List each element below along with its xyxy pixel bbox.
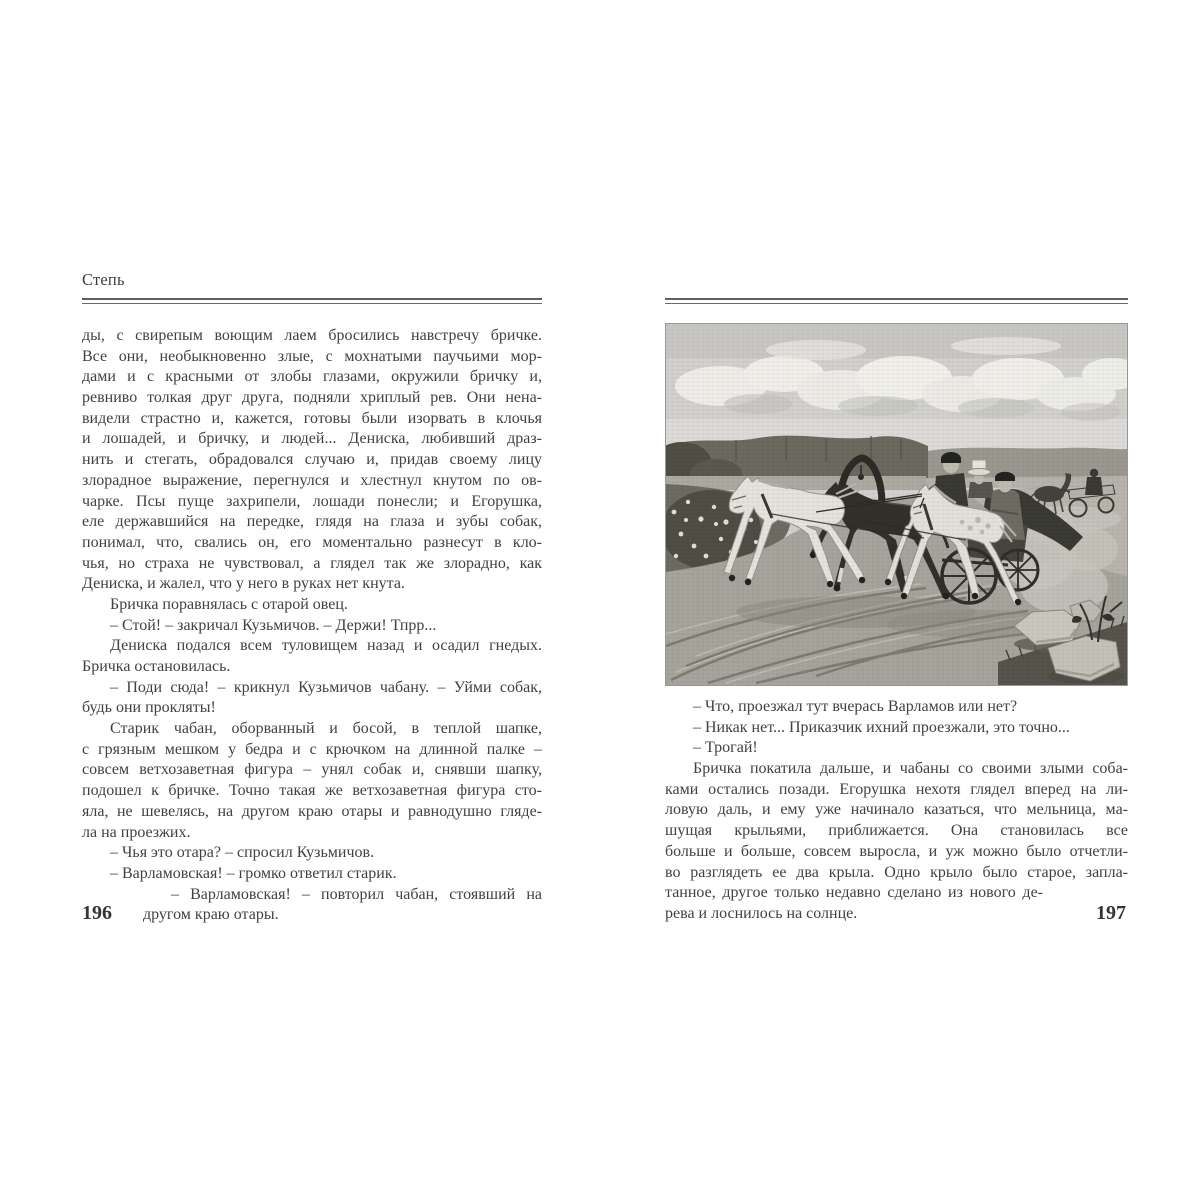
text-line: – Трогай! — [693, 739, 758, 757]
running-header: Степь — [82, 270, 125, 289]
text-line: другом краю отары. — [143, 906, 279, 924]
text-line: – Поди сюда! – крикнул Кузьмичов чабану. – Уйми собак, — [110, 678, 542, 696]
text-line: нить и стегать, обрадовался случаю и, придав своему лицу — [82, 451, 542, 469]
text-line: будь они прокляты! — [82, 699, 216, 717]
text-line: еле державшийся на передке, глядя на глаза и зубы собак, — [82, 513, 542, 531]
text-line: – Варламовская! – громко ответил старик. — [110, 864, 397, 882]
text-line: Все они, необыкновенно злые, с мохнатыми паучьими мор- — [82, 347, 542, 365]
illustration-engraving — [665, 323, 1128, 686]
text-line: чарке. Псы пуще захрипели, лошади понесли; и Егорушка, — [82, 492, 542, 510]
text-line: и лошадей, и бричку, и людей... Дениска, любивший драз- — [82, 430, 542, 448]
page-number-left: 196 — [82, 902, 112, 924]
right-page-text — [665, 697, 1128, 925]
header-rule-left — [82, 298, 542, 304]
text-line: Дениска, и жалел, что у него в руках нет кнута. — [82, 575, 405, 593]
left-page-text — [82, 326, 542, 926]
text-line: видели страстно и, кажется, готовы были изорвать в клочья — [82, 409, 542, 427]
text-line: ды, с свирепым воющим лаем бросились навстречу бричке. — [82, 327, 542, 344]
text-line: танное, другое только недавно сделано из нового де- — [665, 884, 1043, 902]
text-line: больше и больше, совсем выросла, и уж можно было отчетли- — [665, 842, 1128, 860]
text-line: ками остались позади. Егорушка нехотя глядел вперед на ли- — [665, 780, 1128, 798]
text-line: шущая крыльями, приближается. Она становилась все — [665, 822, 1128, 840]
text-line: понимал, что, свались он, его моментально разнесут в кло- — [82, 533, 542, 551]
text-line: с грязным мешком у бедра и с крючком на длинной палке – — [82, 740, 542, 758]
text-line: ревниво толкая друг друга, подняли хриплый рев. Они нена- — [82, 389, 542, 407]
text-line: – Стой! – закричал Кузьмичов. – Держи! Тпрр... — [110, 616, 437, 634]
text-line: злорадное выражение, перегнулся и хлестнул кнутом по ов- — [82, 471, 542, 489]
text-line: во разглядеть ее два крыла. Одно крыло было старое, запла- — [665, 863, 1128, 881]
troika-engraving-svg — [666, 324, 1127, 685]
text-line: Дениска подался всем туловищем назад и осадил гнедых. — [110, 637, 542, 655]
text-line: – Чья это отара? – спросил Кузьмичов. — [110, 844, 375, 862]
text-line: совсем ветхозаветная фигура – унял собак и, снявши шапку, — [82, 761, 542, 779]
text-line: Бричка поравнялась с отарой овец. — [110, 595, 348, 613]
text-line: дами и с красными от злобы глазами, окружили бричку и, — [82, 368, 542, 386]
page-number-right: 197 — [1096, 902, 1126, 924]
text-line: ловую даль, и ему уже начинало казаться, что мельница, ма- — [665, 801, 1128, 819]
text-line: – Что, проезжал тут вчерась Варламов или нет? — [693, 698, 1018, 715]
text-line: Старик чабан, оборванный и босой, в теплой шапке, — [110, 720, 542, 738]
text-line: Бричка остановилась. — [82, 658, 231, 675]
text-line: яла, не шевелясь, на другом краю отары и равнодушно гляде- — [82, 802, 542, 820]
text-line: Бричка покатила дальше, и чабаны со своими злыми соба- — [693, 760, 1128, 778]
text-line: рева и лоснилось на солнце. — [665, 904, 858, 922]
text-line: подошел к бричке. Точно такая же ветхозаветная фигура сто- — [82, 782, 542, 800]
text-line: – Никак нет... Приказчик ихний проезжали, это точно... — [693, 718, 1070, 736]
text-line: – Варламовская! – повторил чабан, стоявший на — [171, 885, 542, 903]
text-line: чья, но страха не чувствовал, а глядел так же злорадно, как — [82, 554, 542, 572]
text-line: ла на проезжих. — [82, 823, 191, 841]
header-rule-right — [665, 298, 1128, 304]
